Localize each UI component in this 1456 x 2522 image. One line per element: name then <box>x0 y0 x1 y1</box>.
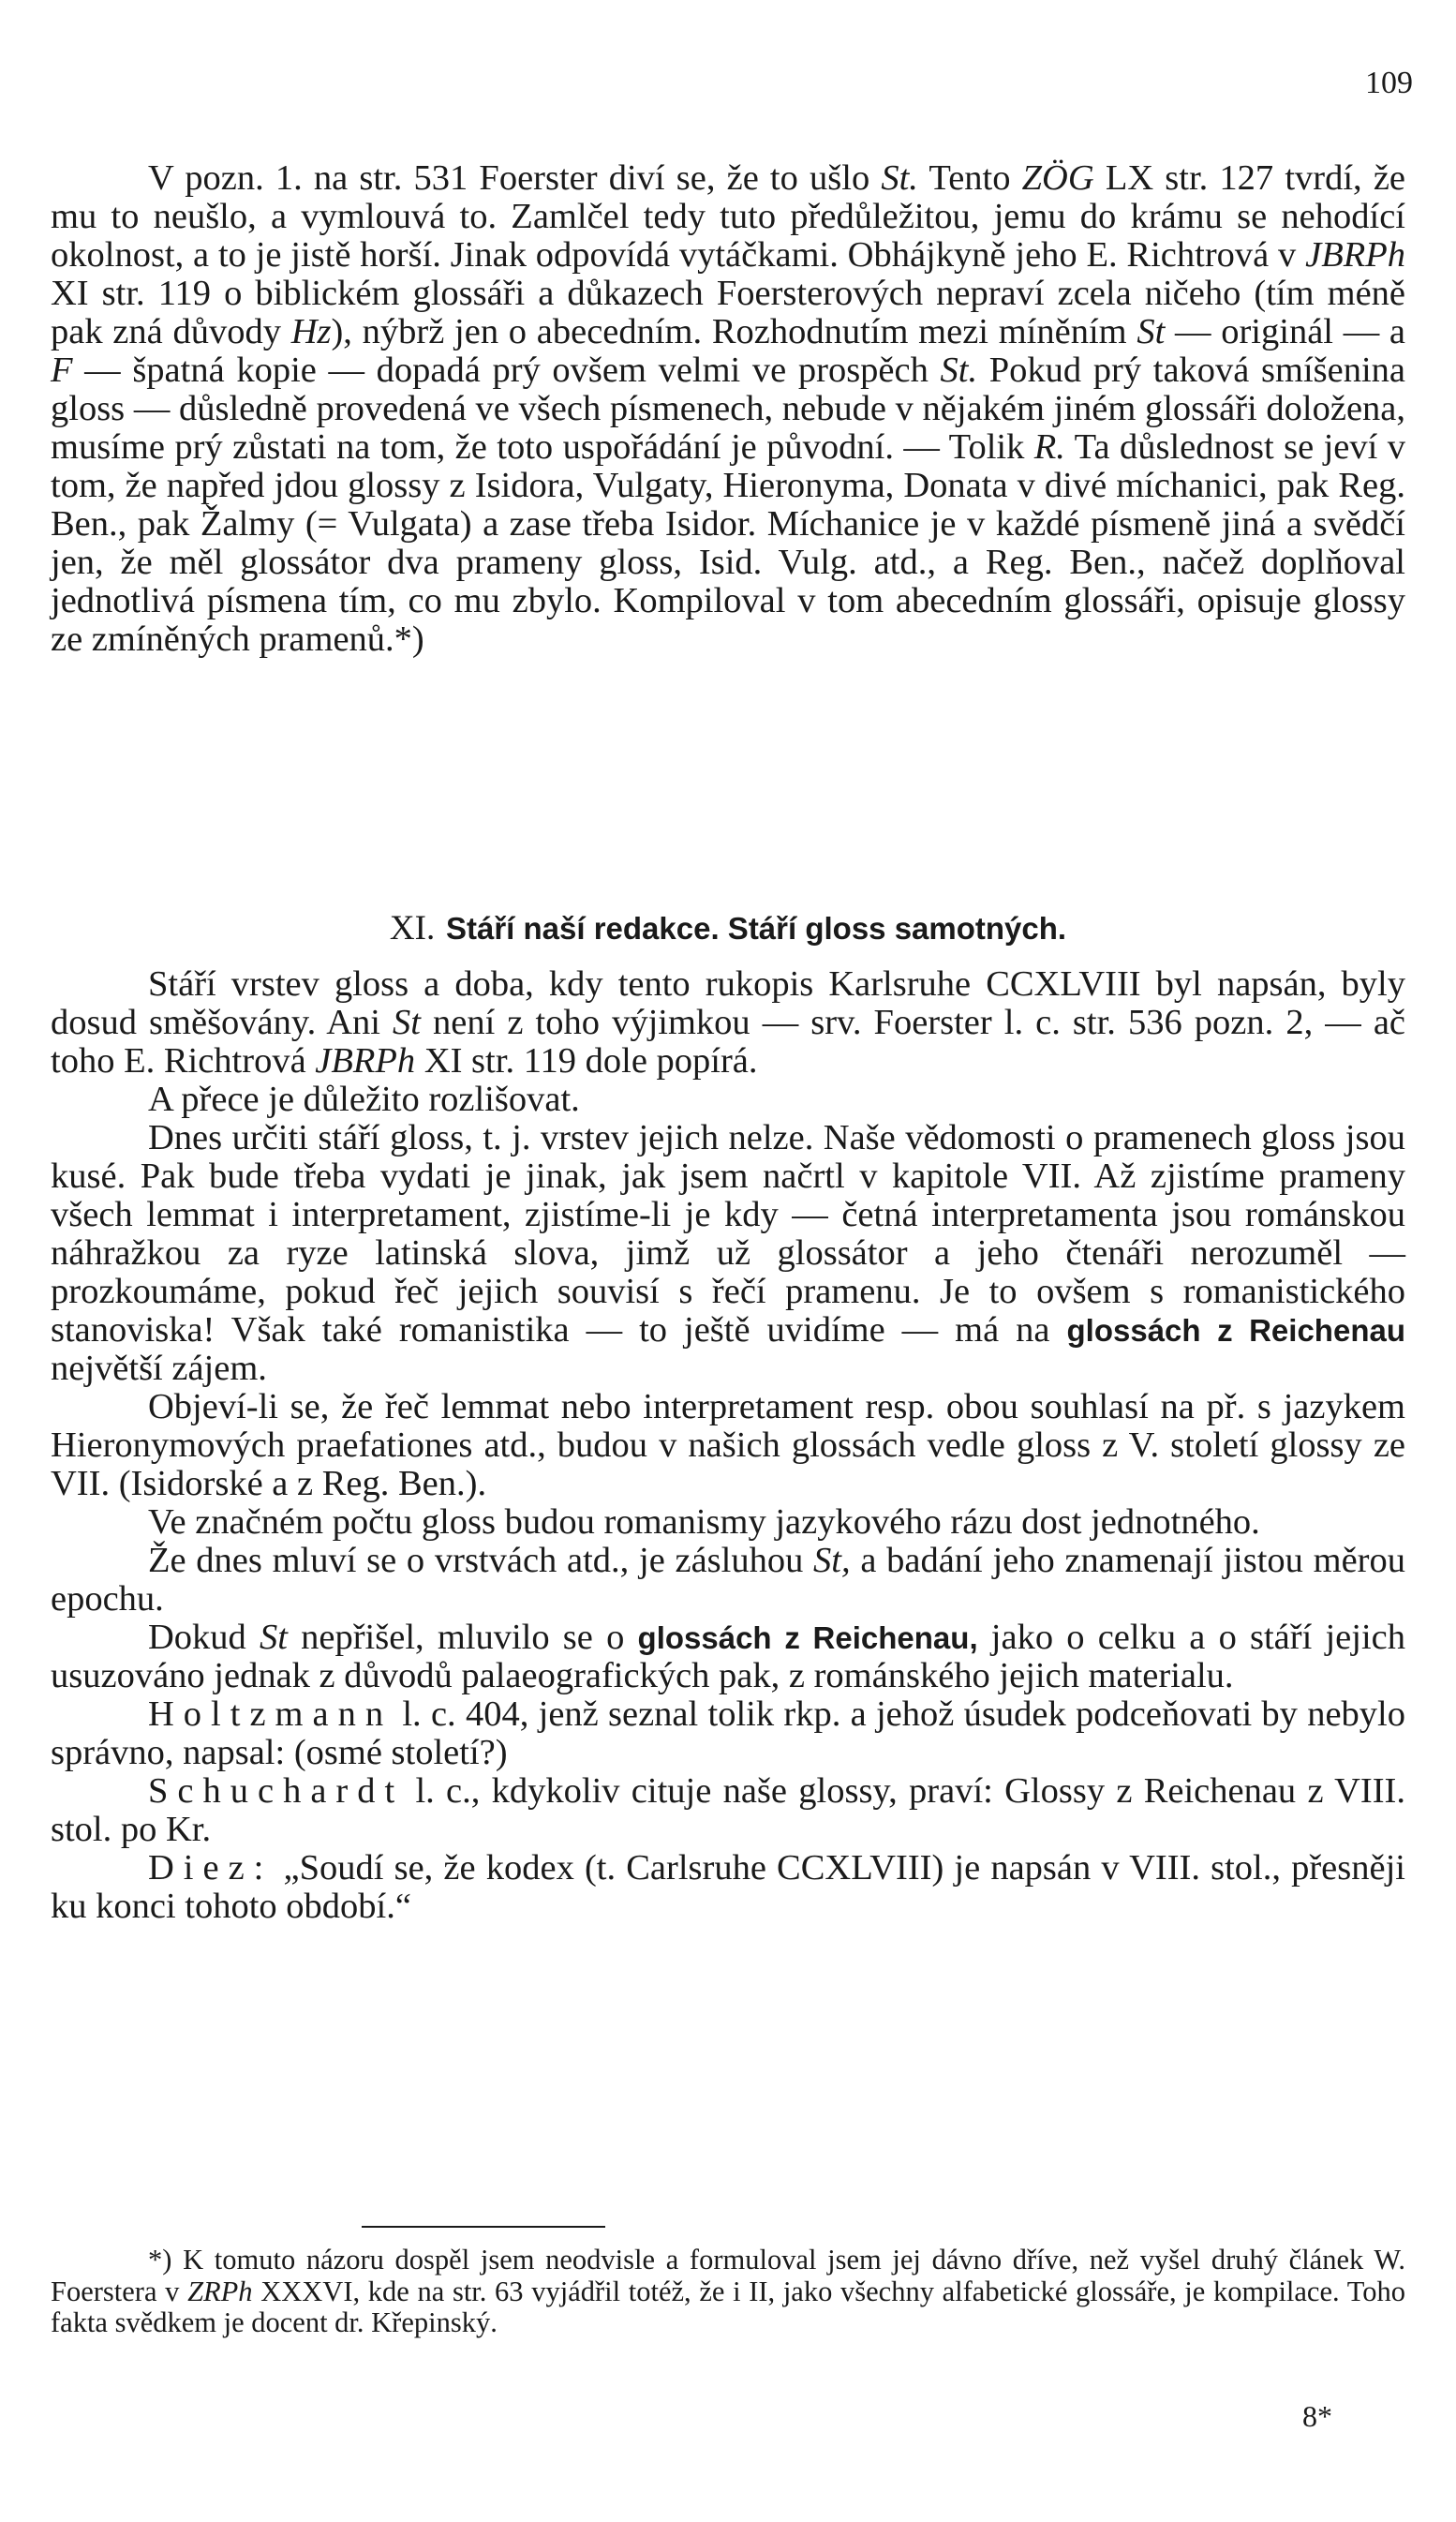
text-run: Dnes určiti stáří gloss, t. j. vrstev jejich nelze. Naše vědomosti o pramenech gloss jsou kusé. Pak bude třeba vydati je jinak, jak jsem načrtl v kapitole VII. Až zjistíme prameny všech lemmat i interpretament, zjistíme-li je kdy — četná interpretamenta jsou románskou náhražkou za ryze latinská slova, jimž už glossátor a jeho čtenáři nerozuměl — prozkoumáme, pokud řeč jejich souvisí s řečí pramenu. Je to ovšem s romanistického stanoviska! Však také romanistika — to ještě uvidíme — má na <box>51 1118 1405 1350</box>
section-body-text <box>51 965 1405 1926</box>
section-number: XI. <box>389 909 436 948</box>
text-run: — originál — a <box>1165 312 1406 351</box>
section-heading <box>51 907 1405 949</box>
text-run: Dokud <box>148 1618 260 1657</box>
text-run: největší zájem. <box>51 1349 267 1388</box>
paragraph <box>51 1119 1405 1388</box>
paragraph <box>51 1542 1405 1619</box>
text-run: V pozn. 1. na str. 531 Foerster diví se, že to ušlo <box>148 158 882 198</box>
text-run: Pokud prý taková smíšenina gloss — důsledně provedená ve všech písmenech, nebude v nějakém jiném glossáři doložena, musíme prý zůstati na tom, že toto uspořádání je původní. — Tolik <box>51 351 1406 467</box>
paragraph <box>51 1619 1405 1695</box>
text-run: XXXVI, kde na str. 63 vyjádřil totéž, že i II, jako všechny alfabetické glossáře, je kompilace. Toho fakta svědkem je docent dr. Křepinský. <box>51 2275 1405 2338</box>
text-run: Tento <box>917 158 1022 198</box>
section-title: Stáří naší redakce. Stáří gloss samotných. <box>445 911 1067 946</box>
emphasis-bold: glossách z Reichenau, <box>637 1620 978 1655</box>
text-run: Stáří vrstev gloss a doba, kdy tento rukopis Karlsruhe CCXLVIII byl napsán, byly dosud směšovány. Ani <box>51 964 1405 1042</box>
text-run: „Soudí se, že kodex (t. Carlsruhe CCXLVIII) je napsán v VIII. stol., přesněji ku konci tohoto období.“ <box>51 1848 1405 1926</box>
text-run: Že dnes mluví se o vrstvách atd., je zásluhou <box>148 1541 814 1580</box>
abbrev-r: R. <box>1033 427 1065 467</box>
paragraph: Objeví-li se, že řeč lemmat nebo interpretament resp. obou souhlasí na př. s jazykem Hieronymových praefationes atd., budou v našich glossách vedle gloss z V. století glossy ze VII. (Isidorské a z Reg. Ben.). <box>51 1387 1405 1503</box>
signature-mark: 8* <box>1302 2399 1332 2433</box>
text-run: l. c. 404, jenž seznal tolik rkp. a jehož úsudek podceňovati by nebylo správno, napsal: (osmé století?) <box>51 1694 1405 1772</box>
paragraph <box>51 1695 1405 1772</box>
abbrev-st: St <box>1137 312 1166 351</box>
abbrev-zog: ZÖG <box>1021 158 1094 198</box>
abbrev-jbrph: JBRPh <box>1305 235 1405 275</box>
text-run: nepřišel, mluvilo se o <box>287 1618 638 1657</box>
paragraph <box>51 1849 1405 1926</box>
paragraph: A přece je důležito rozlišovat. <box>148 1080 580 1119</box>
text-run: *) K tomuto názoru dospěl jsem neodvisle a formuloval jsem jej dávno dříve, než vyšel druhý článek W. Foerstera v <box>51 2244 1405 2307</box>
author-name: Holtzmann <box>148 1694 394 1734</box>
text-run: a badání jeho znamenají jistou měrou epochu. <box>51 1541 1405 1619</box>
text-run: l. c., kdykoliv cituje naše glossy, praví: Glossy z Reichenau z VIII. stol. po Kr. <box>51 1771 1405 1849</box>
abbrev-st: St, <box>813 1541 851 1580</box>
paragraph <box>51 1772 1405 1849</box>
text-run: XI str. 119 o biblickém glossáři a důkazech Foersterových nepraví zcela ničeho (tím méně pak zná důvody <box>51 274 1405 351</box>
section-intro-text <box>51 159 1405 659</box>
abbrev-st: St <box>393 1003 421 1042</box>
paragraph <box>51 159 1405 659</box>
abbrev-f: F <box>51 351 73 390</box>
author-name: Schuchardt <box>148 1771 405 1811</box>
abbrev-st: St <box>260 1618 288 1657</box>
emphasis-bold: glossách z Reichenau <box>1066 1313 1405 1348</box>
text-run: XI str. 119 dole popírá. <box>415 1041 758 1081</box>
text-run: LX str. 127 tvrdí, že mu to neušlo, a vymlouvá to. Zamlčel tedy tuto předůležitou, jemu do krámu se nehodící okolnost, a to je jistě horší. Jinak odpovídá vytáčkami. Obhájkyně jeho E. Richtrová v <box>51 158 1405 275</box>
abbrev-st: St. <box>881 158 918 198</box>
abbrev-hz: Hz <box>290 312 332 351</box>
abbrev-st: St. <box>940 351 978 390</box>
abbrev-zrph: ZRPh <box>187 2275 253 2307</box>
footnote <box>51 2245 1405 2339</box>
abbrev-jbrph: JBRPh <box>315 1041 416 1081</box>
footnote-divider <box>362 2226 605 2228</box>
text-run: jako o celku a o stáří jejich usuzováno jednak z důvodů palaeografických pak, z románského jejich materialu. <box>51 1618 1405 1695</box>
paragraph <box>51 965 1405 1081</box>
paragraph: Ve značném počtu gloss budou romanismy jazykového rázu dost jednotného. <box>148 1502 1260 1542</box>
text-run: Ta důslednost se jeví v tom, že napřed jdou glossy z Isidora, Vulgaty, Hieronyma, Donata v divé míchanici, pak Reg. Ben., pak Žalmy (= Vulgata) a zase třeba Isidor. Míchanice je v každé písmeně jiná a svědčí jen, že měl glossátor dva prameny gloss, Isid. Vulg. atd., a Reg. Ben., načež doplňoval jednotlivá písmena tím, co mu zbylo. Kompiloval v tom abecedním glossáři, opisuje glossy ze zmíněných pramenů.*) <box>51 427 1405 659</box>
text-run: — špatná kopie — dopadá prý ovšem velmi ve prospěch <box>72 351 941 390</box>
page-number: 109 <box>1365 66 1413 100</box>
author-name: Diez: <box>148 1848 274 1888</box>
text-run: ), nýbrž jen o abecedním. Rozhodnutím mezi míněním <box>331 312 1137 351</box>
text-run: není z toho výjimkou — srv. Foerster l. c. str. 536 pozn. 2, — ač toho E. Richtrová <box>51 1003 1406 1081</box>
